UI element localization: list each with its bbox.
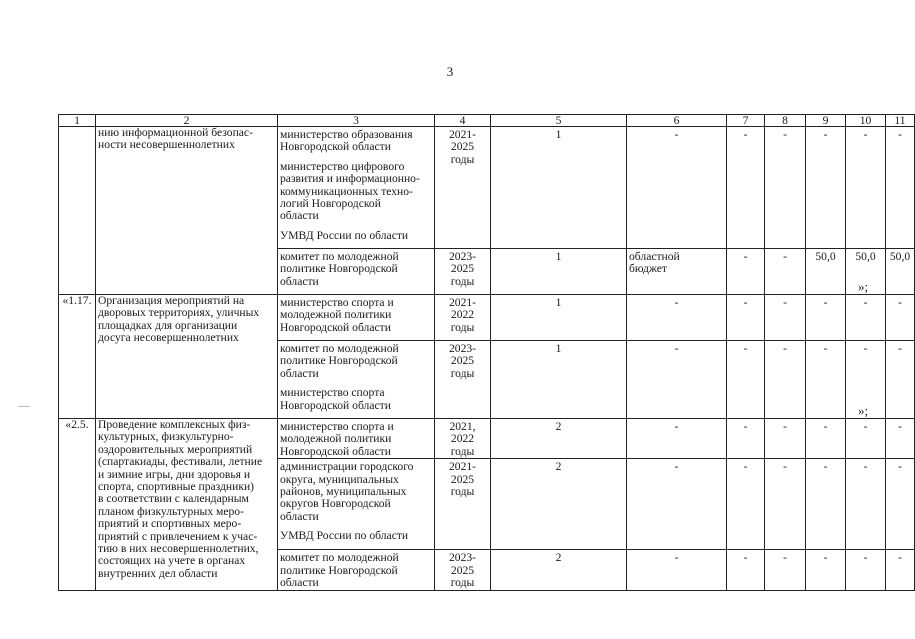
amount-cell: - <box>886 127 915 249</box>
executor: комитет по молодежной политике Новгородской области <box>280 342 399 380</box>
amount-cell: - <box>765 295 806 341</box>
margin-mark <box>18 406 30 407</box>
indicator-cell: 2 <box>491 419 627 459</box>
row-number: «1.17. <box>59 295 96 419</box>
period-cell: 2023- 2025 годы <box>435 249 491 295</box>
executor: министерство цифрового развития и информационно- коммуникационных техно- логий Новгородской области <box>280 159 420 223</box>
amount-cell: 50,0 <box>806 249 846 295</box>
closing-quote-mark: »; <box>858 278 869 294</box>
measures-table <box>58 114 915 591</box>
col-header: 4 <box>435 115 491 127</box>
table-row <box>59 295 915 341</box>
executors-cell <box>278 459 435 550</box>
executor: министерство образования Новгородской области <box>280 128 413 154</box>
period-cell: 2021- 2025 годы <box>435 127 491 249</box>
executor: министерство спорта и молодежной политики Новгородской области <box>280 420 394 458</box>
executor: администрации городского округа, муниципальных районов, муниципальных округов Новгородской области <box>280 460 414 523</box>
row-number: «2.5. <box>59 419 96 591</box>
col-header: 2 <box>96 115 278 127</box>
amount-cell: 50,0 <box>886 249 915 295</box>
table-row <box>59 419 915 459</box>
amount-cell: - <box>846 459 886 550</box>
column-number-row <box>59 115 915 127</box>
amount-cell: - <box>846 341 886 419</box>
funding-source-cell: - <box>627 341 727 419</box>
indicator-cell: 1 <box>491 249 627 295</box>
table-row <box>59 127 915 249</box>
executor: УМВД России по области <box>280 529 409 543</box>
amount-cell: - <box>806 127 846 249</box>
amount-cell: - <box>727 341 765 419</box>
col-header: 7 <box>727 115 765 127</box>
amount-cell: - <box>727 127 765 249</box>
amount-cell: - <box>846 550 886 591</box>
executors-cell <box>278 341 435 419</box>
amount-cell: - <box>727 419 765 459</box>
period-cell: 2021- 2025 годы <box>435 459 491 550</box>
amount-cell: - <box>765 419 806 459</box>
amount-cell: - <box>806 459 846 550</box>
amount-cell: 50,0 <box>846 249 886 295</box>
executor: УМВД России по области <box>280 228 409 242</box>
executor: министерство спорта и молодежной политики Новгородской области <box>280 296 394 334</box>
executor: комитет по молодежной политике Новгородской области <box>280 551 399 590</box>
col-header: 8 <box>765 115 806 127</box>
funding-source-cell: - <box>627 127 727 249</box>
funding-source-cell: - <box>627 419 727 459</box>
executors-cell <box>278 550 435 591</box>
executors-cell <box>278 419 435 459</box>
amount-cell: - <box>727 249 765 295</box>
amount-cell: - <box>806 295 846 341</box>
amount-cell: - <box>765 127 806 249</box>
row-number <box>59 127 96 295</box>
period-cell: 2023- 2025 годы <box>435 550 491 591</box>
amount-cell: - <box>765 341 806 419</box>
indicator-cell: 2 <box>491 550 627 591</box>
funding-source-cell: - <box>627 459 727 550</box>
measure-name: Проведение комплексных физ- культурных, физкультурно- оздоровительных мероприятий (спартакиады, фестивали, летние и зимние игры, дни здоровья и спорта, спортивные праздники) в соответствии с календарным планом физкультурных меро- приятий и спортивных меро- приятий с привлечением к учас- тию в них несовершеннолетних, состоящих на учете в органах внутренних дел области <box>96 419 278 591</box>
amount-cell: - <box>765 249 806 295</box>
executor: комитет по молодежной политике Новгородской области <box>280 250 399 288</box>
executors-cell <box>278 295 435 341</box>
amount-cell: - <box>765 459 806 550</box>
col-header: 5 <box>491 115 627 127</box>
executors-cell <box>278 127 435 249</box>
executors-cell <box>278 249 435 295</box>
amount-cell: - <box>846 419 886 459</box>
funding-source-cell: - <box>627 550 727 591</box>
amount-cell: - <box>886 550 915 591</box>
period-cell: 2023- 2025 годы <box>435 341 491 419</box>
amount-cell: - <box>727 295 765 341</box>
amount-cell: - <box>806 341 846 419</box>
measure-name: Организация мероприятий на дворовых территориях, уличных площадках для организации досуга несовершеннолетних <box>96 295 278 419</box>
col-header: 6 <box>627 115 727 127</box>
amount-cell: - <box>886 341 915 419</box>
indicator-cell: 1 <box>491 127 627 249</box>
col-header: 1 <box>59 115 96 127</box>
col-header: 9 <box>806 115 846 127</box>
amount-cell: - <box>846 295 886 341</box>
amount-cell: - <box>727 459 765 550</box>
col-header: 10 <box>846 115 886 127</box>
amount-cell: - <box>886 419 915 459</box>
amount-cell: - <box>727 550 765 591</box>
col-header: 11 <box>886 115 915 127</box>
indicator-cell: 1 <box>491 295 627 341</box>
table-body <box>59 127 915 591</box>
amount-cell: - <box>886 459 915 550</box>
indicator-cell: 1 <box>491 341 627 419</box>
amount-cell: - <box>806 550 846 591</box>
period-cell: 2021- 2022 годы <box>435 295 491 341</box>
period-cell: 2021, 2022 годы <box>435 419 491 459</box>
indicator-cell: 2 <box>491 459 627 550</box>
amount-cell: - <box>886 295 915 341</box>
executor: министерство спорта Новгородской области <box>280 386 391 412</box>
amount-cell: - <box>765 550 806 591</box>
amount-cell: - <box>846 127 886 249</box>
col-header: 3 <box>278 115 435 127</box>
amount-cell: - <box>806 419 846 459</box>
page-number: 3 <box>446 64 454 79</box>
funding-source-cell: областной бюджет <box>627 249 727 295</box>
measure-name: нию информационной безопас- ности несовершеннолетних <box>96 127 278 295</box>
funding-source-cell: - <box>627 295 727 341</box>
closing-quote-mark: »; <box>858 402 869 418</box>
